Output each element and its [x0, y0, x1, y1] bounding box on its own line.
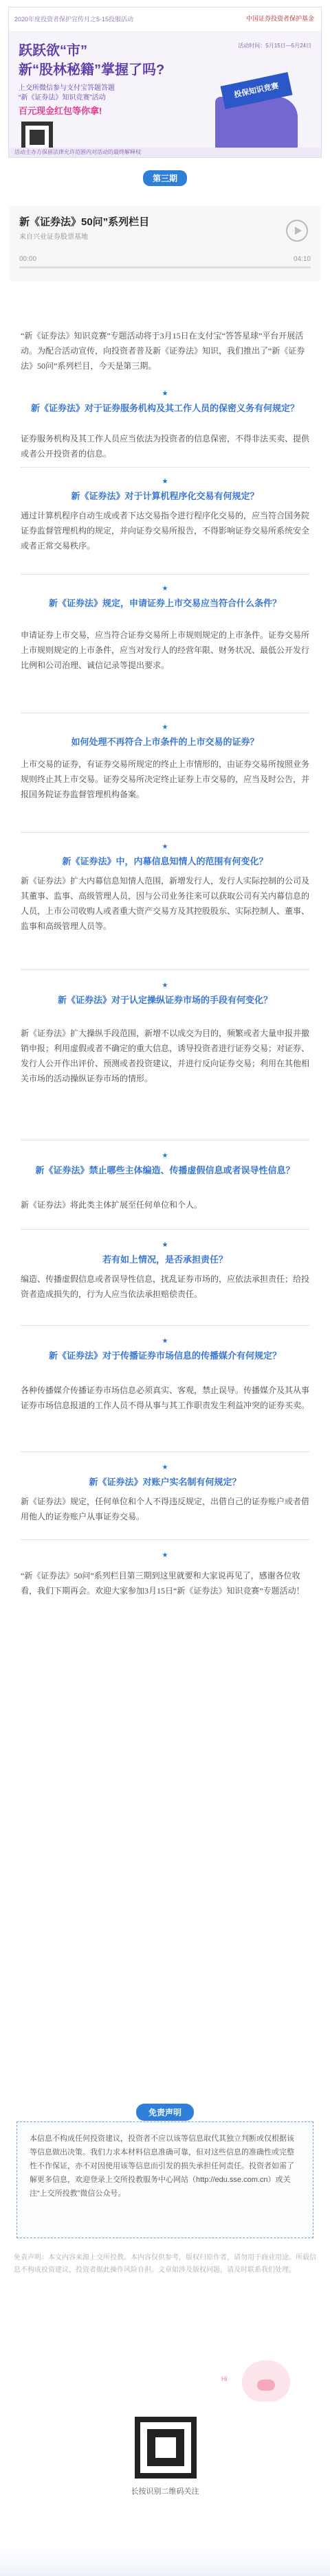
audio-author: 来自兴业证券股票基地: [19, 233, 88, 241]
star-icon: ★: [162, 1464, 168, 1471]
divider: [21, 1539, 309, 1540]
answer-6: 新《证券法》扩大操纵手段范围，新增不以成交为目的，频繁或者大量申报并撤销申报；利用虚假或者不确定的重大信息，诱导投资者进行证券交易；对证券、发行人公开作出评价、预测或者投资建议，并进行反向证券交易；利用在其他相关市场的活动操纵证券市场的情形。: [21, 1028, 310, 1083]
pig-mascot-icon: [221, 2360, 290, 2402]
star-icon: ★: [162, 843, 168, 851]
question-3: ★ 新《证券法》规定，申请证券上市交易应当符合什么条件？: [14, 584, 316, 611]
issue-label: [0, 170, 330, 186]
audio-player[interactable]: [10, 206, 320, 281]
star-icon: ★: [162, 1552, 168, 1559]
divider: [21, 969, 309, 970]
disclaimer-header: [0, 2104, 330, 2121]
campaign-banner[interactable]: [8, 7, 322, 158]
star-icon: ★: [162, 390, 168, 398]
banner-headline-1: 跃跃欲“市”: [19, 43, 87, 58]
star-icon: ★: [162, 1241, 168, 1249]
closing-paragraph: “新《证券法》50问”系列栏目第三期到这里就要和大家说再见了，感谢各位收看，我们下期再会。欢迎大家参加3月15日“新《证券法》知识竞赛”专题活动！: [21, 1571, 305, 1596]
banner-header: [9, 8, 321, 31]
audio-time-end: 04:10: [293, 255, 311, 263]
question-4: ★ 如何处理不再符合上市条件的上市交易的证券？: [14, 722, 316, 750]
answer-7: 新《证券法》将此类主体扩展至任何单位和个人。: [21, 1200, 203, 1210]
audio-progress-bar[interactable]: [19, 266, 311, 268]
divider: [21, 1451, 309, 1452]
closing-star: [14, 1550, 316, 1563]
star-icon: ★: [162, 1152, 168, 1160]
answer-3: 申请证券上市交易，应当符合证券交易所上市规则规定的上市条件。证券交易所上市规则规定的上市条件，应当对发行人的经营年限、财务状况、最低公开发行比例和公司治理、诚信记录等提出要求。: [21, 630, 310, 670]
intro-paragraph: “新《证券法》知识竞赛”专题活动将于3月15日在支付宝“答答星球”平台开展活动。为配合活动宣传，向投资者普及新《证券法》知识，我们推出了“新《证券法》50问”系列栏目，今天是第三期。: [21, 331, 305, 371]
banner-date: 活动时间：5月15日—5月24日: [238, 43, 311, 49]
divider: [21, 1229, 309, 1230]
footer-caption: 长按识别二维码关注: [131, 2487, 199, 2496]
audio-title: 新《证券法》50问”系列栏目: [19, 216, 150, 228]
audio-time-start: 00:00: [19, 255, 37, 263]
question-8: ★ 若有如上情况，是否承担责任？: [14, 1240, 316, 1267]
divider: [21, 467, 309, 468]
banner-headline-2: 新“股林秘籍”掌握了吗?: [19, 62, 165, 78]
star-icon: ★: [162, 1337, 168, 1345]
divider: [21, 1325, 309, 1326]
banner-cash: 百元现金红包等你拿!: [19, 106, 102, 116]
banner-top-text: 2020年度投资者保护宣传月之5·15投服活动: [14, 16, 134, 23]
disclaimer-box: 本信息不构成任何投资建议，投资者不应以该等信息取代其独立判断或仅根据该等信息做出决策。我们力求本材料信息准确可靠，但对这些信息的准确性或完整性不作保证，亦不对因使用该等信息而引发的损失承担任何责任。投资者如需了解更多信息，欢迎登录上交所投教服务中心网站（http://edu.sse.com.cn）或关注“上交所投教”微信公众号。: [16, 2121, 314, 2238]
divider: [21, 574, 309, 575]
answer-9: 各种传播媒介传播证券市场信息必须真实、客观，禁止误导。传播媒介及其从事证券市场信息报道的工作人员不得从事与其工作职责发生利益冲突的证券买卖。: [21, 1385, 310, 1410]
banner-logo: 中国证券投资者保护基金: [245, 15, 314, 22]
banner-footer: [9, 148, 321, 157]
banner-badge: 投保知识竞赛: [221, 72, 293, 109]
question-10: ★ 新《证券法》对账户实名制有何规定？: [14, 1462, 316, 1490]
question-7: ★ 新《证券法》禁止哪些主体编造、传播虚假信息或者误导性信息？: [14, 1151, 316, 1178]
question-2: ★ 新《证券法》对于计算机程序化交易有何规定？: [14, 476, 316, 504]
question-5: ★ 新《证券法》中，内幕信息知情人的范围有何变化？: [14, 842, 316, 869]
star-icon: ★: [162, 982, 168, 989]
question-9: ★ 新《证券法》对于传播证券市场信息的传播媒介有何规定？: [14, 1336, 316, 1364]
answer-2: 通过计算机程序自动生成或者下达交易指令进行程序化交易的，应当符合国务院证券监督管理机构的规定，并向证券交易所报告，不得影响证券交易所系统安全或者正常交易秩序。: [21, 511, 310, 551]
answer-4: 上市交易的证券，有证券交易所规定的终止上市情形的，由证券交易所按照业务规则终止其上市交易。证券交易所决定终止证券上市交易的，应当及时公告，并报国务院证券监督管理机构备案。: [21, 759, 310, 799]
footer-stripe: [0, 2547, 330, 2576]
divider: [21, 832, 309, 833]
answer-8: 编造、传播虚假信息或者误导性信息，扰乱证券市场的，应依法承担责任；给投资者造成损失的，行为人应当依法承担赔偿责任。: [21, 1274, 310, 1299]
disclaimer-title: 免责声明: [136, 2104, 194, 2121]
source-note: 免责声明：本文内容来源上交所投教。本内容仅供参考，版权归原作者，请勿用于商业用途。所载信息不构成投资建议，投资者据此操作风险自担。文章如涉及版权问题，请及时联系我们处理。: [14, 2254, 316, 2274]
star-icon: ★: [162, 724, 168, 731]
answer-1: 证券服务机构及其工作人员应当依法为投资者的信息保密，不得非法买卖、提供或者公开投资者的信息。: [21, 434, 310, 459]
banner-sub-1: 上交所微信参与支付宝答题答题: [19, 84, 115, 92]
question-6: ★ 新《证券法》对于认定操纵证券市场的手段有何变化？: [14, 980, 316, 1008]
play-icon: [295, 227, 302, 235]
issue-label-text: 第三期: [143, 170, 187, 186]
pig-tag: Hi: [221, 2376, 228, 2382]
answer-10: 新《证券法》规定，任何单位和个人不得违反规定，出借自己的证券账户或者借用他人的证券账户从事证券交易。: [21, 1497, 310, 1521]
banner-bottom-text: 活动主办方保留法律允许范围内对活动的最终解释权: [14, 149, 141, 155]
star-icon: ★: [162, 478, 168, 485]
answer-5: 新《证券法》扩大内幕信息知情人范围，新增发行人，发行人实际控制的公司及其董事、监事、高级管理人员，因与公司业务往来可以获取公司有关内幕信息的人员，上市公司收购人或者重大资产交易方及其控股股东、实际控制人、董事、监事和高级管理人员等。: [21, 876, 310, 931]
question-1: ★ 新《证券法》对于证券服务机构及其工作人员的保密义务有何规定？: [14, 389, 316, 416]
star-icon: ★: [162, 585, 168, 593]
qr-code-icon[interactable]: [135, 2417, 197, 2479]
banner-sub-2: “新《证券法》知识竞赛”活动: [19, 94, 106, 102]
play-button[interactable]: [286, 220, 308, 242]
